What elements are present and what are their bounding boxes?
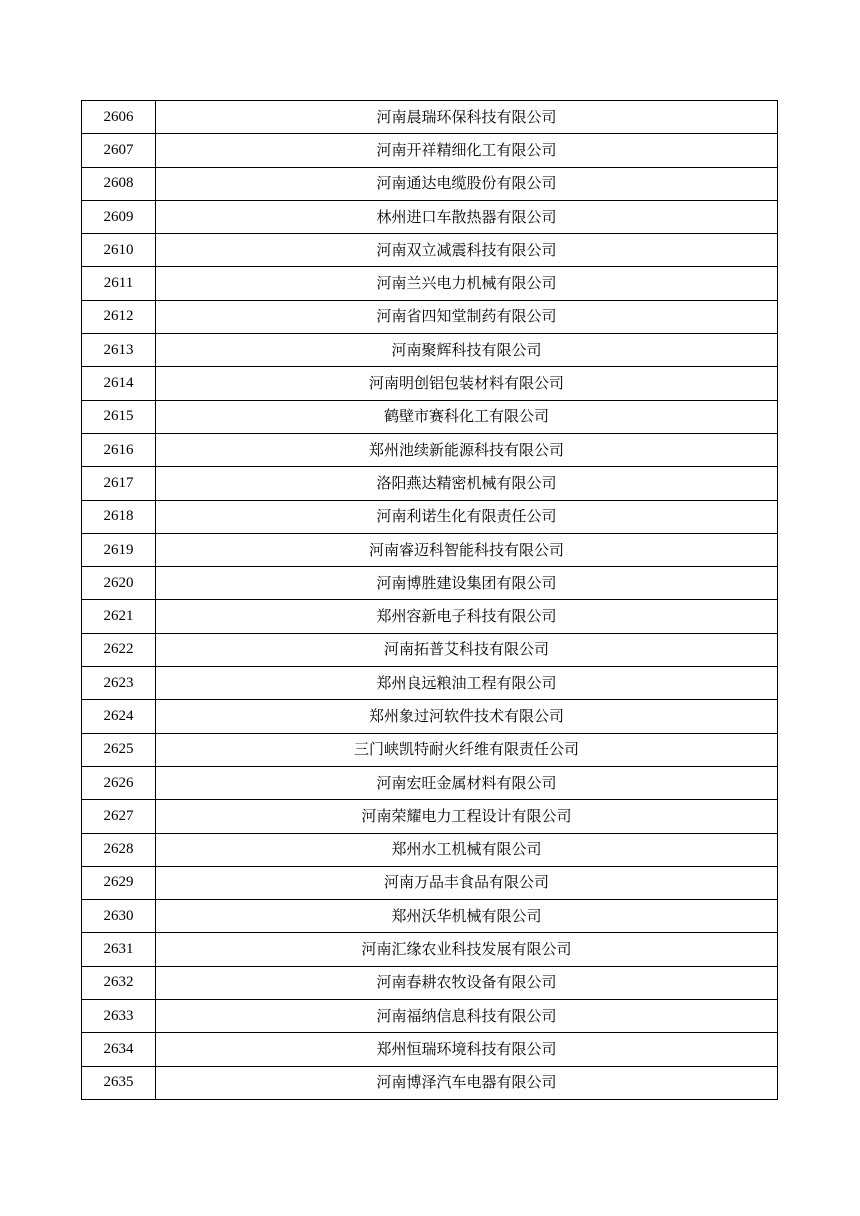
row-number-cell: 2621 — [82, 600, 156, 633]
table-row — [82, 933, 778, 966]
table-row — [82, 766, 778, 799]
company-name-cell: 河南汇缘农业科技发展有限公司 — [156, 933, 778, 966]
row-number-cell: 2617 — [82, 467, 156, 500]
company-name-cell: 河南拓普艾科技有限公司 — [156, 633, 778, 666]
row-number-cell: 2619 — [82, 533, 156, 566]
table-row — [82, 667, 778, 700]
company-name-cell: 郑州水工机械有限公司 — [156, 833, 778, 866]
row-number-cell: 2611 — [82, 267, 156, 300]
table-row — [82, 900, 778, 933]
row-number-cell: 2613 — [82, 334, 156, 367]
company-name-cell: 鹤壁市赛科化工有限公司 — [156, 400, 778, 433]
table-row — [82, 300, 778, 333]
table-row — [82, 700, 778, 733]
row-number-cell: 2622 — [82, 633, 156, 666]
table-row — [82, 134, 778, 167]
row-number-cell: 2635 — [82, 1066, 156, 1099]
company-name-cell: 郑州池续新能源科技有限公司 — [156, 433, 778, 466]
table-row — [82, 101, 778, 134]
row-number-cell: 2625 — [82, 733, 156, 766]
table-body — [82, 101, 778, 1100]
company-name-cell: 郑州象过河软件技术有限公司 — [156, 700, 778, 733]
table-row — [82, 200, 778, 233]
company-name-cell: 河南万品丰食品有限公司 — [156, 866, 778, 899]
company-name-cell: 河南荣耀电力工程设计有限公司 — [156, 800, 778, 833]
row-number-cell: 2614 — [82, 367, 156, 400]
company-name-cell: 河南兰兴电力机械有限公司 — [156, 267, 778, 300]
table-row — [82, 633, 778, 666]
row-number-cell: 2609 — [82, 200, 156, 233]
table-row — [82, 567, 778, 600]
company-name-cell: 河南省四知堂制药有限公司 — [156, 300, 778, 333]
row-number-cell: 2633 — [82, 1000, 156, 1033]
table-row — [82, 234, 778, 267]
table-row — [82, 334, 778, 367]
company-name-cell: 河南春耕农牧设备有限公司 — [156, 966, 778, 999]
company-name-cell: 郑州良远粮油工程有限公司 — [156, 667, 778, 700]
table-row — [82, 966, 778, 999]
table-row — [82, 1066, 778, 1099]
table-row — [82, 1000, 778, 1033]
company-name-cell: 三门峡凯特耐火纤维有限责任公司 — [156, 733, 778, 766]
row-number-cell: 2616 — [82, 433, 156, 466]
table-row — [82, 467, 778, 500]
company-name-cell: 河南双立减震科技有限公司 — [156, 234, 778, 267]
row-number-cell: 2620 — [82, 567, 156, 600]
company-name-cell: 河南聚辉科技有限公司 — [156, 334, 778, 367]
row-number-cell: 2610 — [82, 234, 156, 267]
row-number-cell: 2631 — [82, 933, 156, 966]
row-number-cell: 2618 — [82, 500, 156, 533]
company-name-cell: 河南晨瑞环保科技有限公司 — [156, 101, 778, 134]
row-number-cell: 2608 — [82, 167, 156, 200]
table-row — [82, 833, 778, 866]
company-name-cell: 郑州恒瑞环境科技有限公司 — [156, 1033, 778, 1066]
row-number-cell: 2630 — [82, 900, 156, 933]
table-row — [82, 600, 778, 633]
table-row — [82, 533, 778, 566]
company-name-cell: 河南福纳信息科技有限公司 — [156, 1000, 778, 1033]
row-number-cell: 2624 — [82, 700, 156, 733]
company-name-cell: 河南博泽汽车电器有限公司 — [156, 1066, 778, 1099]
table-row — [82, 733, 778, 766]
company-name-cell: 河南利诺生化有限责任公司 — [156, 500, 778, 533]
row-number-cell: 2627 — [82, 800, 156, 833]
table-row — [82, 167, 778, 200]
row-number-cell: 2612 — [82, 300, 156, 333]
row-number-cell: 2606 — [82, 101, 156, 134]
table-row — [82, 800, 778, 833]
company-name-cell: 郑州沃华机械有限公司 — [156, 900, 778, 933]
company-name-cell: 河南睿迈科智能科技有限公司 — [156, 533, 778, 566]
table-row — [82, 400, 778, 433]
table-row — [82, 433, 778, 466]
row-number-cell: 2629 — [82, 866, 156, 899]
row-number-cell: 2626 — [82, 766, 156, 799]
table-row — [82, 1033, 778, 1066]
company-name-cell: 河南通达电缆股份有限公司 — [156, 167, 778, 200]
company-name-cell: 郑州容新电子科技有限公司 — [156, 600, 778, 633]
company-table — [81, 100, 778, 1100]
company-name-cell: 河南宏旺金属材料有限公司 — [156, 766, 778, 799]
company-name-cell: 河南开祥精细化工有限公司 — [156, 134, 778, 167]
table-row — [82, 367, 778, 400]
row-number-cell: 2623 — [82, 667, 156, 700]
company-name-cell: 洛阳燕达精密机械有限公司 — [156, 467, 778, 500]
table-row — [82, 500, 778, 533]
table-row — [82, 866, 778, 899]
row-number-cell: 2615 — [82, 400, 156, 433]
company-name-cell: 河南明创铝包装材料有限公司 — [156, 367, 778, 400]
row-number-cell: 2607 — [82, 134, 156, 167]
row-number-cell: 2632 — [82, 966, 156, 999]
company-name-cell: 林州进口车散热器有限公司 — [156, 200, 778, 233]
table-row — [82, 267, 778, 300]
company-name-cell: 河南博胜建设集团有限公司 — [156, 567, 778, 600]
row-number-cell: 2628 — [82, 833, 156, 866]
row-number-cell: 2634 — [82, 1033, 156, 1066]
